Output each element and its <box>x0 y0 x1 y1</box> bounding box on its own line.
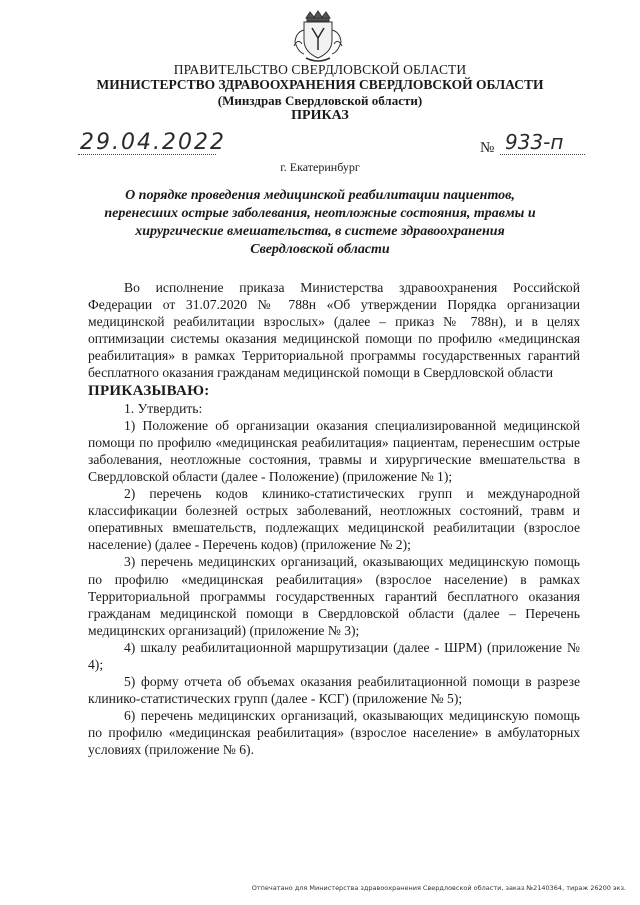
subitem-4: 4) шкалу реабилитационной маршрутизации (далее - ШРМ) (приложение № 4); <box>88 639 580 672</box>
subitem-1: 1) Положение об организации оказания специализированной медицинской помощи по профилю «медицинская реабилитация» пациентам, перенесшим острые заболевания, неотложные состояния, травмы и хирургические вмешательства в Свердловской области (далее - Положение) (приложение № 1); <box>88 417 580 484</box>
order-number: 933-п <box>505 130 564 154</box>
date-underline <box>78 154 216 155</box>
order-body <box>88 279 580 759</box>
order-date: 29.04.2022 <box>80 130 226 155</box>
number-label: № <box>480 140 495 156</box>
print-footer: Отпечатано для Министерства здравоохранения Свердловской области, заказ №2140364, тираж 26200 экз. <box>251 884 626 892</box>
government-header: ПРАВИТЕЛЬСТВО СВЕРДЛОВСКОЙ ОБЛАСТИ <box>173 62 467 77</box>
subitem-2: 2) перечень кодов клинико-статистических групп и международной классификации болезней острых заболеваний, неотложных состояний, травм и оперативных вмешательств, подлежащих медицинской реабилитации (взрослое население) (далее - Перечень кодов) (приложение № 2); <box>88 486 580 553</box>
preamble-paragraph: Во исполнение приказа Министерства здравоохранения Российской Федерации от 31.07.2020 № 788н «Об утверждении Порядка организации медицинской реабилитации взрослых» (далее – приказ № 788н), и в целях оптимизации системы оказания медицинской помощи по профилю «медицинская реабилитация» в рамках Территориальной программы государственных гарантий бесплатного оказания гражданам медицинской помощи в Свердловской области <box>88 280 580 381</box>
subitem-5: 5) форму отчета об объемах оказания реабилитационной помощи в разрезе клинико-статистических групп (далее - КСГ) (приложение № 5); <box>88 674 580 707</box>
subitem-6: 6) перечень медицинских организаций, оказывающих медицинскую помощь по профилю «медицинская реабилитация» (взрослое население» в амбулаторных условиях (приложение № 6). <box>88 708 580 758</box>
coat-of-arms-emblem <box>292 8 344 64</box>
number-underline <box>500 154 585 155</box>
city: г. Екатеринбург <box>280 160 360 174</box>
prikazyvayu-heading: ПРИКАЗЫВАЮ: <box>88 382 210 399</box>
item-1: 1. Утвердить: <box>124 400 203 416</box>
order-title: О порядке проведения медицинской реабилитации пациентов, перенесших острые заболевания, неотложные состояния, травмы и хирургические вмешательства, в системе здравоохранения Свердловской области <box>104 188 536 257</box>
subitem-3: 3) перечень медицинских организаций, оказывающих медицинскую помощь по профилю «медицинская реабилитация» (взрослое население) в рамках Территориальной программы государственных гарантий бесплатного оказания гражданам медицинской помощи в Свердловской области (далее – Перечень медицинских организаций) (приложение № 3); <box>88 554 580 638</box>
ministry-header: МИНИСТЕРСТВО ЗДРАВООХРАНЕНИЯ СВЕРДЛОВСКОЙ ОБЛАСТИ <box>96 77 544 92</box>
document-type: ПРИКАЗ <box>291 108 349 123</box>
ministry-short-name: (Минздрав Свердловской области) <box>217 93 423 108</box>
